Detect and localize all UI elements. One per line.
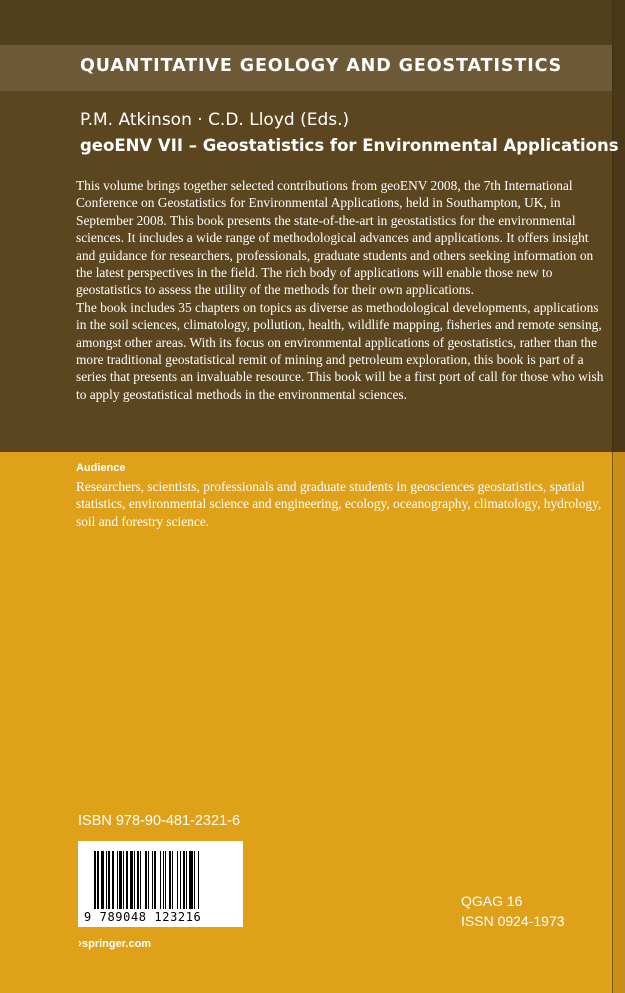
barcode-bar (152, 851, 153, 909)
top-shade-strip (0, 0, 625, 45)
barcode-bar (117, 851, 118, 909)
barcode-bar (126, 851, 128, 909)
barcode-bar (106, 851, 107, 909)
barcode-bar (101, 851, 104, 909)
barcode-bar (180, 851, 181, 909)
barcode-bar (108, 851, 110, 909)
barcode-bar (186, 851, 187, 909)
barcode-bar (194, 851, 195, 909)
barcode-bar (160, 851, 161, 909)
barcode-digits: 9 789048 123216 (84, 910, 202, 924)
book-editors: P.M. Atkinson · C.D. Lloyd (Eds.) (80, 110, 350, 130)
description-paragraph: This volume brings together selected contributions from geoENV 2008, the 7th International Conference on Geostatistics for Environmental Applications, held in Southampton, UK, in September 2008. This book presents the state-of-the-art in geostatistics for the environmental sciences. It includes a wide range of methodological advances and applications. It offers insight and guidance for researchers, professionals, graduate students and others seeking information on the latest perspectives in the field. The rich body of applications will enable those new to geostatistics to assess the utility of the methods for their own applications. (76, 178, 594, 298)
barcode-bar (177, 851, 178, 909)
barcode-bar (165, 851, 166, 909)
barcode-bars (94, 851, 234, 909)
series-issn: ISSN 0924-1973 (461, 913, 565, 929)
publisher-link[interactable] (78, 936, 151, 950)
audience-text: Researchers, scientists, professionals and graduate students in geosciences geostatistics, spatial statistics, environmental science and engineering, ecology, oceanography, climatology, hydrology, soil and forestry science. (76, 479, 602, 529)
barcode-bar (148, 851, 149, 909)
barcode-bar (154, 851, 156, 909)
barcode-bar (119, 851, 121, 909)
chevron-right-icon: › (78, 936, 82, 950)
barcode-bar (97, 851, 98, 909)
barcode-bar (163, 851, 164, 909)
barcode-bar (172, 851, 173, 909)
barcode-bar (189, 851, 192, 909)
barcode-bar (123, 851, 124, 909)
barcode-bar (169, 851, 171, 909)
barcode-bar (130, 851, 133, 909)
barcode-bar (198, 851, 199, 909)
book-description (76, 177, 606, 403)
barcode-bar (183, 851, 185, 909)
isbn-barcode (78, 841, 243, 927)
series-title: QUANTITATIVE GEOLOGY AND GEOSTATISTICS (80, 56, 563, 76)
description-paragraph: The book includes 35 chapters on topics as diverse as methodological developments, applications in the soil sciences, climatology, pollution, health, wildlife mapping, fisheries and remote sensing, amongst other areas. With its focus on environmental applications of geostatistics, rather than the more traditional geostatistical remit of mining and petroleum exploration, this book is part of a series that presents an invaluable resource. This book will be a first port of call for those who wish to apply geostatistical methods in the environmental sciences. (76, 299, 604, 402)
barcode-bar (145, 851, 147, 909)
barcode-bar (137, 851, 139, 909)
barcode-bar (134, 851, 135, 909)
publisher-url: springer.com (82, 938, 152, 950)
audience-heading: Audience (76, 462, 126, 474)
book-title: geoENV VII – Geostatistics for Environmental Applications (80, 136, 619, 155)
isbn-label: ISBN 978-90-481-2321-6 (78, 813, 241, 829)
barcode-bar (112, 851, 113, 909)
series-number: QGAG 16 (461, 893, 523, 909)
barcode-bar (140, 851, 141, 909)
barcode-bar (94, 851, 96, 909)
spine-edge-top (612, 0, 625, 452)
